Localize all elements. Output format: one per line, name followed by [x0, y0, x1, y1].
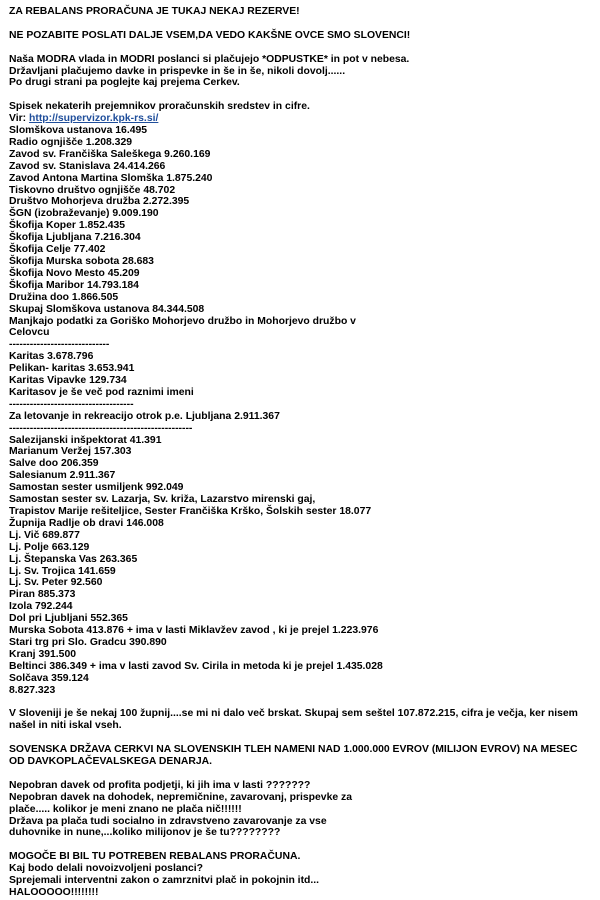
paragraph-gap	[9, 89, 592, 101]
text-line: Tiskovno društvo ognjišče 48.702	[9, 184, 176, 196]
text-line: ZA REBALANS PRORAČUNA JE TUKAJ NEKAJ REZERVE!	[9, 6, 300, 17]
text-line: Spisek nekaterih prejemnikov proračunskih sredstev in cifre.	[9, 101, 310, 113]
text-line: Državljani plačujemo davke in prispevke in še in še, nikoli dovolj......	[9, 65, 346, 77]
source-line	[9, 113, 592, 125]
text-line: SOVENSKA DRŽAVA CERKVI NA SLOVENSKIH TLEH NAMENI NAD 1.000.000 EVROV (MILIJON EVROV) NA MESEC	[9, 744, 578, 756]
paragraph	[9, 6, 592, 18]
text-line: našel in niti iskal vseh.	[9, 720, 122, 732]
text-line: Zavod sv. Stanislava 24.414.266	[9, 160, 166, 172]
text-line: Škofija Maribor 14.793.184	[9, 279, 139, 291]
text-line: -----------------------------	[9, 339, 110, 351]
text-line: Škofija Celje 77.402	[9, 244, 106, 256]
text-line: ------------------------------------	[9, 398, 134, 410]
text-line: Radio ognjišče 1.208.329	[9, 136, 133, 148]
text-line: Samostan sester usmiljenk 992.049	[9, 482, 184, 494]
text-line: 8.827.323	[9, 684, 56, 696]
text-line: Salve doo 206.359	[9, 458, 99, 470]
text-line: V Sloveniji je še nekaj 100 župnij....se mi ni dalo več brskat. Skupaj sem seštel 107.872.215, cifra je večja, ker nisem	[9, 708, 578, 720]
text-line: Naša MODRA vlada in MODRI poslanci si plačujejo *ODPUSTKE* in pot v nebesa.	[9, 53, 410, 65]
text-line: Lj. Štepanska Vas 263.365	[9, 553, 138, 565]
text-line: Samostan sester sv. Lazarja, Sv. križa, Lazarstvo mirenski gaj,	[9, 494, 316, 506]
text-line: Marianum Veržej 157.303	[9, 446, 132, 458]
text-line: Murska Sobota 413.876 + ima v lasti Miklavžev zavod , ki je prejel 1.223.976	[9, 625, 379, 637]
text-line: Škofija Ljubljana 7.216.304	[9, 232, 141, 244]
text-line: Škofija Murska sobota 28.683	[9, 255, 154, 267]
paragraph	[9, 780, 592, 840]
text-line: Pelikan- karitas 3.653.941	[9, 363, 135, 375]
text-line: Karitas 3.678.796	[9, 351, 94, 363]
text-line: Salezijanski inšpektorat 41.391	[9, 434, 162, 446]
text-line: Zavod sv. Frančiška Saleškega 9.260.169	[9, 148, 211, 160]
text-line: Škofija Novo Mesto 45.209	[9, 267, 140, 279]
text-line: Za letovanje in rekreacijo otrok p.e. Ljubljana 2.911.367	[9, 410, 280, 422]
text-line: -----------------------------------------------------	[9, 422, 193, 434]
paragraph-gap	[9, 732, 592, 744]
text-line: OD DAVKOPLAČEVALSKEGA DENARJA.	[9, 756, 213, 768]
paragraph	[9, 744, 592, 768]
text-line: Salesianum 2.911.367	[9, 470, 116, 482]
text-line: Zavod Antona Martina Slomška 1.875.240	[9, 172, 213, 184]
paragraph	[9, 54, 592, 90]
text-line: Piran 885.373	[9, 589, 76, 601]
text-line: Dol pri Ljubljani 552.365	[9, 613, 128, 625]
text-line: NE POZABITE POSLATI DALJE VSEM,DA VEDO KAKŠNE OVCE SMO SLOVENCI!	[9, 29, 411, 41]
text-line: Solčava 359.124	[9, 672, 89, 684]
text-line: Škofija Koper 1.852.435	[9, 220, 126, 232]
text-line: Država pa plača tudi socialno in zdravstveno zavarovanje za vse	[9, 815, 327, 827]
text-line: Nepobran davek od profita podjetji, ki jih ima v lasti ???????	[9, 779, 311, 791]
text-line: MOGOČE BI BIL TU POTREBEN REBALANS PRORAČUNA.	[9, 851, 301, 863]
text-line: Nepobran davek na dohodek, nepremičnine, zavarovanj, prispevke za	[9, 791, 353, 803]
text-line: HALOOOOO!!!!!!!!	[9, 886, 99, 898]
text-line: plače..... kolikor je meni znano ne plača nič!!!!!!	[9, 803, 242, 815]
paragraph-gap	[9, 768, 592, 780]
text-line: Manjkajo podatki za Goriško Mohorjevo družbo in Mohorjevo družbo v	[9, 315, 356, 327]
paragraph	[9, 708, 592, 732]
text-line: Po drugi strani pa poglejte kaj prejema Cerkev.	[9, 77, 240, 89]
text-line: Lj. Sv. Trojica 141.659	[9, 565, 116, 577]
text-line: Lj. Polje 663.129	[9, 541, 90, 553]
paragraph-gap	[9, 697, 592, 709]
text-line: Stari trg pri Slo. Gradcu 390.890	[9, 636, 167, 648]
text-line: duhovnike in nune,...koliko milijonov je še tu????????	[9, 827, 281, 839]
text-line: Sprejemali interventni zakon o zamrznitvi plač in pokojnin itd...	[9, 875, 320, 887]
paragraph	[9, 101, 592, 696]
text-line: Slomškova ustanova 16.495	[9, 125, 148, 137]
text-line: Beltinci 386.349 + ima v lasti zavod Sv. Cirila in metoda ki je prejel 1.435.028	[9, 660, 383, 672]
text-line: Lj. Sv. Peter 92.560	[9, 577, 103, 589]
paragraph	[9, 30, 592, 42]
text-line: Društvo Mohorjeva družba 2.272.395	[9, 196, 190, 208]
paragraph-gap	[9, 839, 592, 851]
paragraph-gap	[9, 18, 592, 30]
source-link[interactable]: http://supervizor.kpk-rs.si/	[29, 113, 159, 125]
text-line: Kranj 391.500	[9, 648, 77, 660]
source-label: Vir:	[9, 113, 30, 125]
text-line: Družina doo 1.866.505	[9, 291, 119, 303]
text-line: Kaj bodo delali novoizvoljeni poslanci?	[9, 863, 203, 875]
text-line: Izola 792.244	[9, 601, 73, 613]
text-line: Lj. Vič 689.877	[9, 529, 80, 541]
text-line: Celovcu	[9, 327, 50, 339]
text-line: Trapistov Marije rešiteljice, Sester Frančiška Krško, Šolskih sester 18.077	[9, 506, 372, 518]
text-line: ŠGN (izobraževanje) 9.009.190	[9, 208, 159, 220]
text-line: Župnija Radlje ob dravi 146.008	[9, 517, 164, 529]
text-line: Karitasov je še več pod raznimi imeni	[9, 386, 194, 398]
paragraph-gap	[9, 42, 592, 54]
text-line: Karitas Vipavke 129.734	[9, 375, 127, 387]
text-line: Skupaj Slomškova ustanova 84.344.508	[9, 303, 205, 315]
paragraph	[9, 851, 592, 899]
